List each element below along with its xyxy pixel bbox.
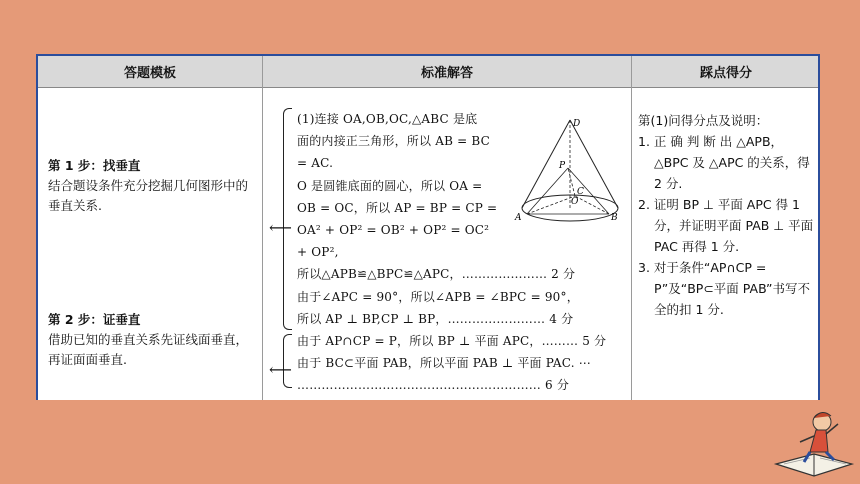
answer-line: OB = OC，所以 AP = BP = CP = xyxy=(297,200,498,215)
scoring-column xyxy=(632,88,820,400)
scoring-item: 2. 证明 BP ⊥ 平面 APC 得 1 分，并证明平面 PAB ⊥ 平面 PAC 再得 1 分. xyxy=(638,197,814,254)
answer-line: + OP², xyxy=(297,245,339,260)
header-standard-answer: 标准解答 xyxy=(263,56,631,88)
figure-label: P xyxy=(559,161,566,171)
figure-label: D xyxy=(573,119,581,129)
answer-line: = AC. xyxy=(297,156,334,171)
answer-line: (1)连接 OA,OB,OC,△ABC 是底 xyxy=(297,112,478,126)
figure-label: C xyxy=(577,187,584,197)
answer-line: OA² + OP² = OB² + OP² = OC² xyxy=(297,223,490,238)
answer-line: 面的内接正三角形，所以 AB = BC xyxy=(297,134,491,149)
answer-line: 由于∠APC = 90°，所以∠APB = ∠BPC = 90°， xyxy=(297,289,579,304)
scoring-item: 1. 正 确 判 断 出 △APB，△BPC 及 △APC 的关系，得 2 分. xyxy=(638,134,810,191)
scoring-notes xyxy=(638,110,816,320)
step-text: 结合题设条件充分挖掘几何图形中的垂直关系. xyxy=(48,178,249,213)
reading-cartoon-icon xyxy=(770,402,858,482)
step-text: 借助已知的垂直关系先证线面垂直，再证面面垂直. xyxy=(48,332,249,367)
standard-answer-column xyxy=(263,88,631,400)
scoring-heading: 第(1)问得分点及说明： xyxy=(638,113,769,128)
figure-label: O xyxy=(571,197,579,207)
figure-label: B xyxy=(611,213,618,223)
cone-figure xyxy=(513,116,628,236)
header-scoring: 踩点得分 xyxy=(632,56,820,88)
answer-line: 由于 BC⊂平面 PAB，所以平面 PAB ⊥ 平面 PAC. ⋯ xyxy=(297,356,591,371)
arrow-left-icon: ⟵ xyxy=(269,218,292,237)
step-2 xyxy=(48,310,258,370)
answer-line: 由于 AP∩CP = P，所以 BP ⊥ 平面 APC，……… 5 分 xyxy=(297,334,607,349)
step-title: 第 2 步：证垂直 xyxy=(48,312,141,327)
answer-line: 所以 AP ⊥ BP,CP ⊥ BP，…………………… 4 分 xyxy=(297,311,574,326)
template-column xyxy=(38,88,262,400)
answer-template-table xyxy=(36,54,820,400)
scoring-item: 3. 对于条件“AP∩CP = P”及“BP⊂平面 PAB”书写不全的扣 1 分. xyxy=(638,260,810,317)
step-1 xyxy=(48,156,258,216)
answer-line: …………………………………………………… 6 分 xyxy=(297,378,570,393)
figure-label: A xyxy=(515,213,522,223)
step-title: 第 1 步：找垂直 xyxy=(48,158,141,173)
answer-line: O 是圆锥底面的圆心，所以 OA = xyxy=(297,178,483,193)
arrow-left-icon: ⟵ xyxy=(269,360,292,379)
header-template: 答题模板 xyxy=(38,56,262,88)
answer-line: 所以△APB≌△BPC≌△APC，………………… 2 分 xyxy=(297,267,576,282)
